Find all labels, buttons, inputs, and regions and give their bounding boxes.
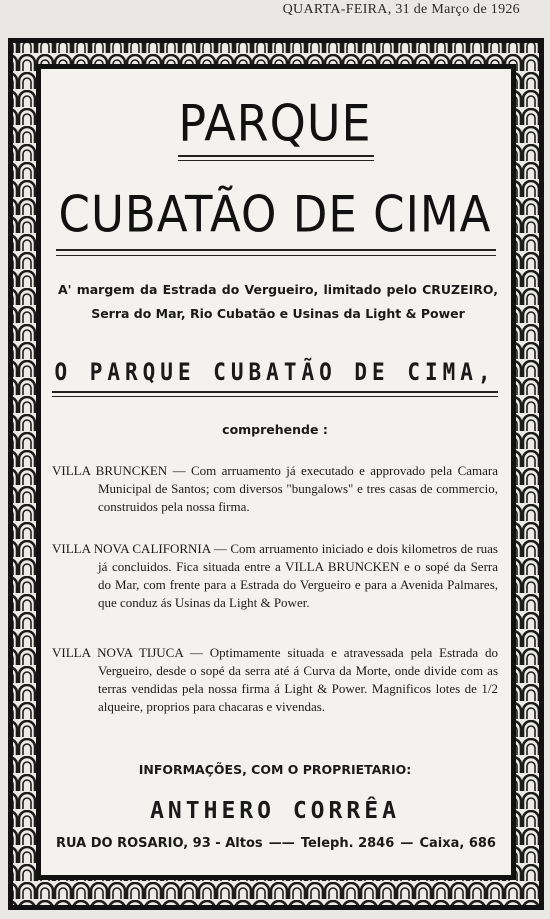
contact-line [56, 836, 496, 851]
contact-phone: Teleph. 2846 [300, 836, 395, 851]
title2-underline-thin [56, 255, 496, 256]
location-subtitle: A' margem da Estrada do Vergueiro, limitado pelo CRUZEIRO, Serra do Mar, Rio Cubatão e Usinas da Light & Power [58, 282, 498, 321]
newspaper-date-line: QUARTA-FEIRA, 31 de Março de 1926 [282, 2, 520, 17]
headline-underline [52, 391, 498, 393]
paragraph-text: VILLA BRUNCKEN — Com arruamento já executado e approvado pela Camara Municipal de Santos; com diversos "bungalows" e tres casas de commercio, construidos pela nossa firma. [52, 463, 498, 514]
paragraph-villa-nova-tijuca [52, 644, 498, 716]
contact-address: RUA DO ROSARIO, 93 - Altos [56, 836, 263, 851]
paragraph-villa-nova-california [52, 540, 498, 612]
owner-name: ANTHERO CORRÊA [150, 798, 400, 824]
info-label: INFORMAÇÕES, COM O PROPRIETARIO: [138, 762, 412, 777]
contact-separator: —— [268, 836, 295, 851]
title-underline-thin [178, 160, 374, 161]
contact-box: Caixa, 686 [419, 836, 496, 851]
title2-underline [56, 249, 496, 251]
headline-underline-thin [52, 396, 498, 397]
paragraph-villa-bruncken [52, 462, 498, 516]
ad-title-parque: PARQUE [178, 93, 372, 153]
title-underline [178, 155, 374, 157]
contact-separator: — [400, 836, 414, 851]
paragraph-text: VILLA NOVA TIJUCA — Optimamente situada e atravessada pela Estrada do Vergueiro, desde o sopé da serra até á Curva da Morte, onde divide com as terras vendidas pela nossa firma á Light & Power. Magnificos lotes de 1/2 alqueire, proprios para chacaras e vivendas. [52, 645, 498, 714]
paragraph-text: VILLA NOVA CALIFORNIA — Com arruamento iniciado e dois kilometros de ruas já concluidos. Fica situada entre a VILLA BRUNCKEN e o sopé da Serra do Mar, com frente para a Estrada do Vergueiro e para a Avenida Palmares, que conduz ás Usinas da Light & Power. [52, 541, 498, 610]
headline-parque: O PARQUE CUBATÃO DE CIMA, [54, 358, 496, 386]
ad-title-cubatao: CUBATÃO DE CIMA [58, 185, 492, 244]
comprehende-label: comprehende : [222, 422, 328, 437]
